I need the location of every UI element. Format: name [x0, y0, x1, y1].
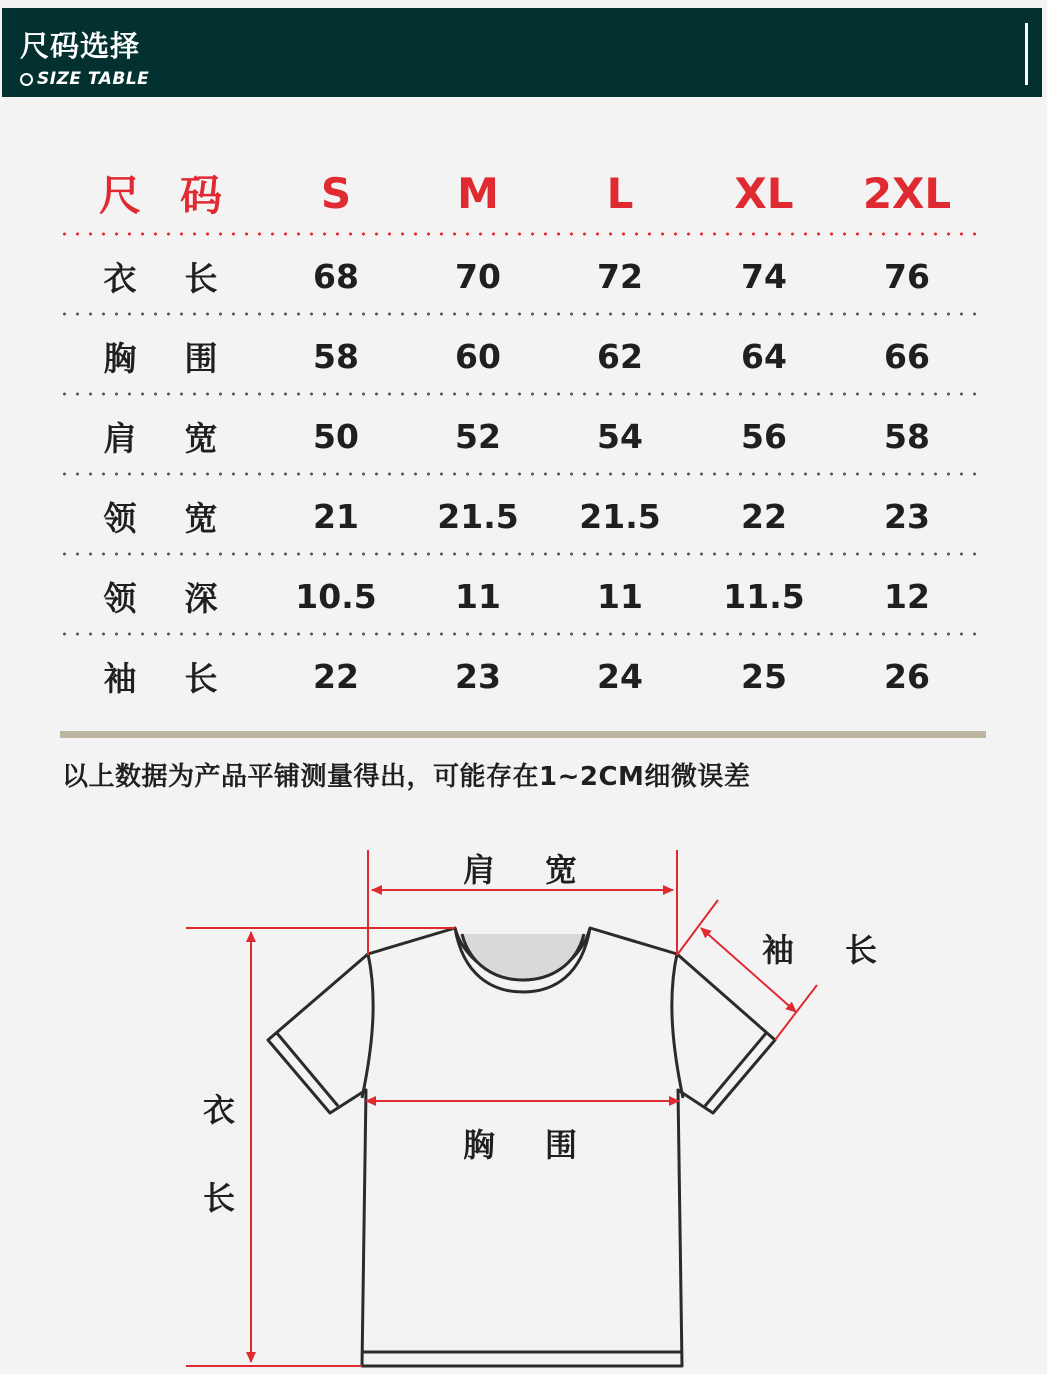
table-cell: 68 [313, 256, 359, 296]
table-cell: 50 [313, 416, 359, 456]
row-label-2: 长 [184, 658, 218, 698]
row-label-1: 肩 [103, 418, 137, 458]
table-cell: 60 [455, 336, 501, 376]
row-label-2: 宽 [184, 498, 218, 538]
table-cell: 25 [741, 656, 787, 696]
header-title: 尺码选择 [20, 29, 141, 63]
table-cell: 58 [313, 336, 359, 376]
table-cell: 23 [455, 656, 501, 696]
row-label-1: 衣 [103, 258, 137, 298]
table-cell: 56 [741, 416, 787, 456]
table-cell: 11.5 [723, 576, 805, 616]
header-subtitle-text: SIZE TABLE [37, 69, 150, 89]
table-cell: 11 [597, 576, 643, 616]
table-cell: 76 [884, 256, 930, 296]
sleeve-label-1: 袖 [762, 931, 795, 969]
table-cell: 24 [597, 656, 643, 696]
table-cell: 62 [597, 336, 643, 376]
table-cell: 70 [455, 256, 501, 296]
table-cell: 58 [884, 416, 930, 456]
measurement-note: 以上数据为产品平铺测量得出，可能存在1~2CM细微误差 [62, 762, 751, 792]
shoulder-label-2: 宽 [545, 851, 578, 889]
table-cell: 22 [741, 496, 787, 536]
chest-label-1: 胸 [463, 1126, 496, 1164]
size-2xl: 2XL [862, 168, 952, 218]
shoulder-label-1: 肩 [463, 851, 496, 889]
table-cell: 12 [884, 576, 930, 616]
row-label-1: 袖 [103, 658, 137, 698]
sleeve-label-2: 长 [845, 931, 878, 969]
table-cell: 23 [884, 496, 930, 536]
header-label-1: 尺 [98, 171, 141, 220]
row-label-2: 围 [184, 338, 218, 378]
size-xl: XL [734, 168, 794, 218]
table-cell: 21 [313, 496, 359, 536]
table-cell: 11 [455, 576, 501, 616]
chest-label-2: 围 [545, 1126, 578, 1164]
row-label-2: 深 [184, 578, 218, 618]
size-s: S [320, 168, 352, 218]
size-l: L [606, 168, 634, 218]
header-label-2: 码 [179, 171, 222, 220]
table-cell: 22 [313, 656, 359, 696]
length-label-2: 长 [203, 1179, 236, 1217]
table-cell: 54 [597, 416, 643, 456]
length-label-1: 衣 [203, 1091, 236, 1129]
table-cell: 64 [741, 336, 787, 376]
row-label-1: 胸 [103, 338, 137, 378]
row-label-2: 长 [184, 258, 218, 298]
table-cell: 10.5 [295, 576, 377, 616]
table-cell: 21.5 [437, 496, 519, 536]
size-m: M [457, 168, 499, 218]
tshirt-outline [268, 928, 775, 1366]
table-cell: 52 [455, 416, 501, 456]
row-label-1: 领 [103, 498, 137, 538]
table-cell: 21.5 [579, 496, 661, 536]
row-label-2: 宽 [184, 418, 218, 458]
row-label-1: 领 [103, 578, 137, 618]
table-cell: 66 [884, 336, 930, 376]
table-cell: 74 [741, 256, 787, 296]
table-cell: 26 [884, 656, 930, 696]
table-cell: 72 [597, 256, 643, 296]
